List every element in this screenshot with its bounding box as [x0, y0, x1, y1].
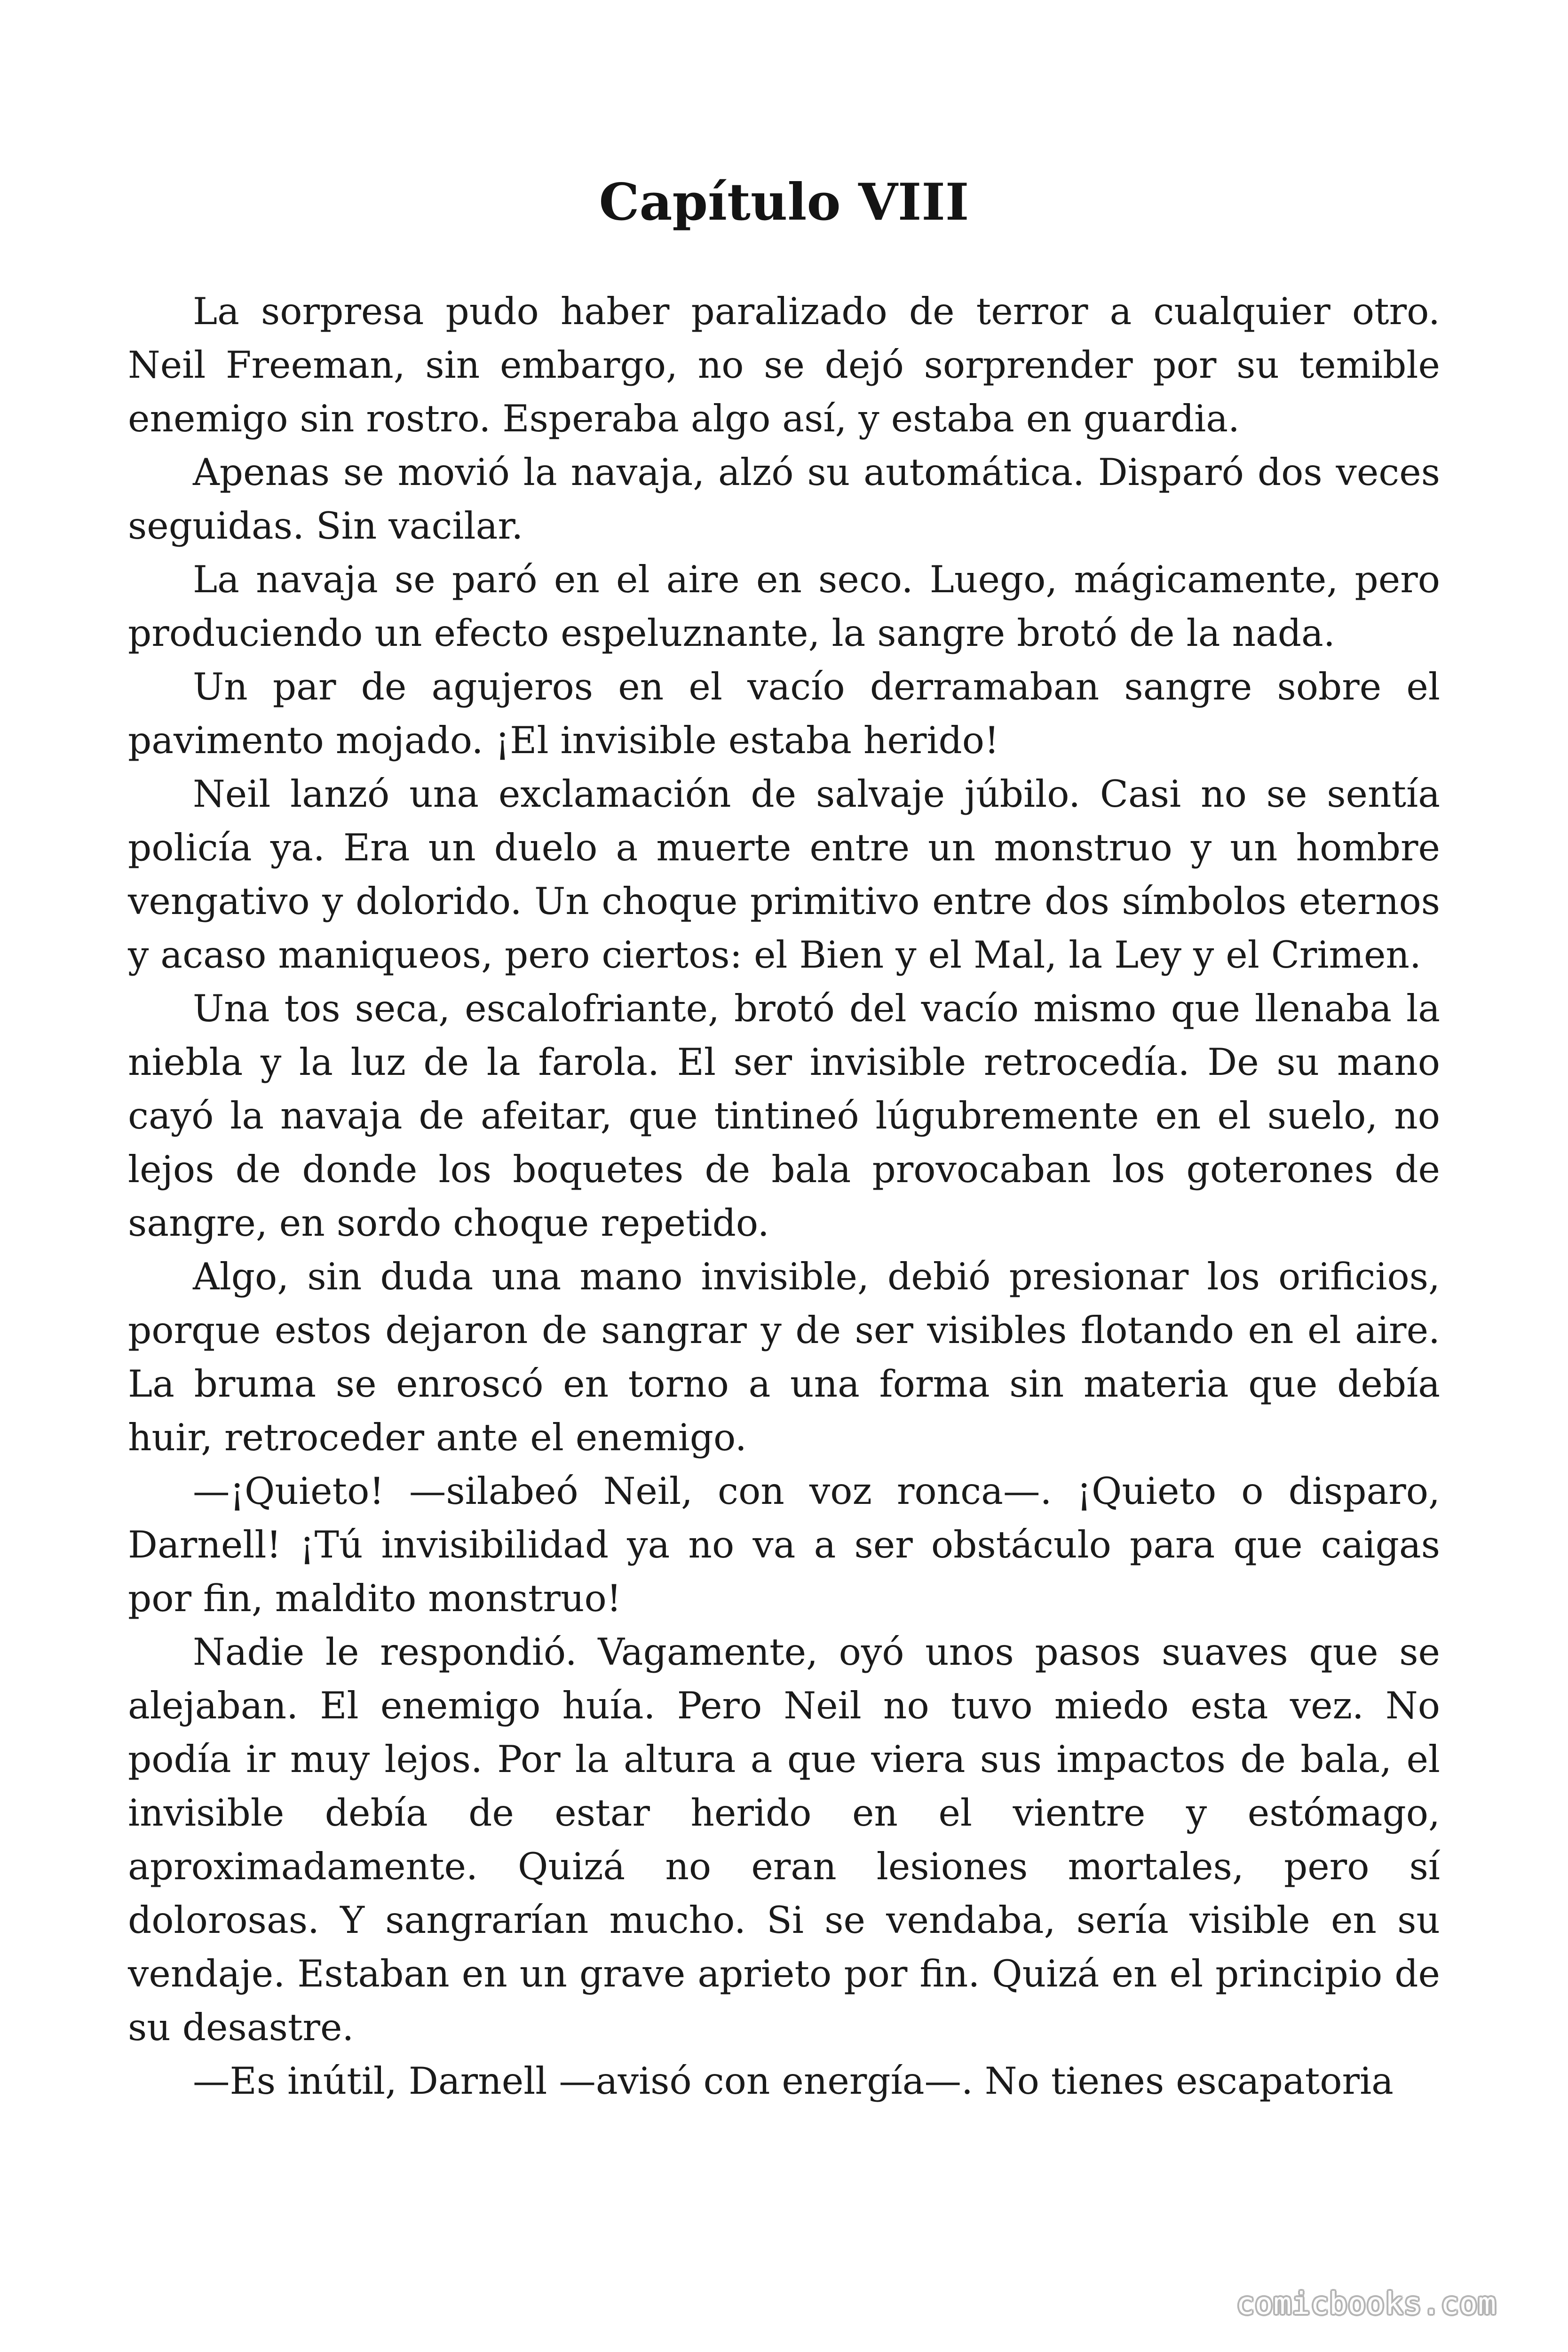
paragraph: —¡Quieto! —silabeó Neil, con voz ronca—. ¡Quieto o disparo, Darnell! ¡Tú invisibilidad ya no va a ser obstáculo para que caigas por fin, maldito monstruo! — [128, 1470, 1440, 1620]
paragraph: La sorpresa pudo haber paralizado de terror a cualquier otro. Neil Freeman, sin embargo, no se dejó sorprender por su temible enemigo sin rostro. Esperaba algo así, y estaba en guardia. — [128, 290, 1440, 440]
paragraph: Una tos seca, escalofriante, brotó del vacío mismo que llenaba la niebla y la luz de la farola. El ser invisible retrocedía. De su mano cayó la navaja de afeitar, que tintineó lúgubremente en el suelo, no lejos de donde los boquetes de bala provocaban los goterones de sangre, en sordo choque repetido. — [128, 987, 1440, 1245]
paragraph: —Es inútil, Darnell —avisó con energía—. No tienes escapatoria — [193, 2059, 1394, 2103]
paragraph: Apenas se movió la navaja, alzó su automática. Disparó dos veces seguidas. Sin vacilar. — [128, 451, 1440, 548]
paragraph: Nadie le respondió. Vagamente, oyó unos pasos suaves que se alejaban. El enemigo huía. Pero Neil no tuvo miedo esta vez. No podía ir muy lejos. Por la altura a que viera sus impactos de bala, el invisible debía de estar herido en el vientre y estómago, aproximadamente. Quizá no eran lesiones mortales, pero sí dolorosas. Y sangrarían mucho. Si se vendaba, sería visible en su vendaje. Estaban en un grave aprieto por fin. Quizá en el principio de su desastre. — [128, 1630, 1440, 2049]
paragraph: Un par de agujeros en el vacío derramaban sangre sobre el pavimento mojado. ¡El invisible estaba herido! — [128, 665, 1440, 762]
paragraph: La navaja se paró en el aire en seco. Luego, mágicamente, pero produciendo un efecto espeluznante, la sangre brotó de la nada. — [128, 558, 1440, 655]
paragraph: Neil lanzó una exclamación de salvaje júbilo. Casi no se sentía policía ya. Era un duelo a muerte entre un monstruo y un hombre vengativo y dolorido. Un choque primitivo entre dos símbolos eternos y acaso maniqueos, pero ciertos: el Bien y el Mal, la Ley y el Crimen. — [128, 772, 1440, 977]
watermark: comicbooks.com — [1236, 2287, 1497, 2321]
chapter-title: Capítulo VIII — [599, 173, 969, 232]
chapter-body — [128, 285, 1440, 2108]
paragraph: Algo, sin duda una mano invisible, debió presionar los orificios, porque estos dejaron de sangrar y de ser visibles flotando en el aire. La bruma se enroscó en torno a una forma sin materia que debía huir, retroceder ante el enemigo. — [128, 1255, 1440, 1459]
